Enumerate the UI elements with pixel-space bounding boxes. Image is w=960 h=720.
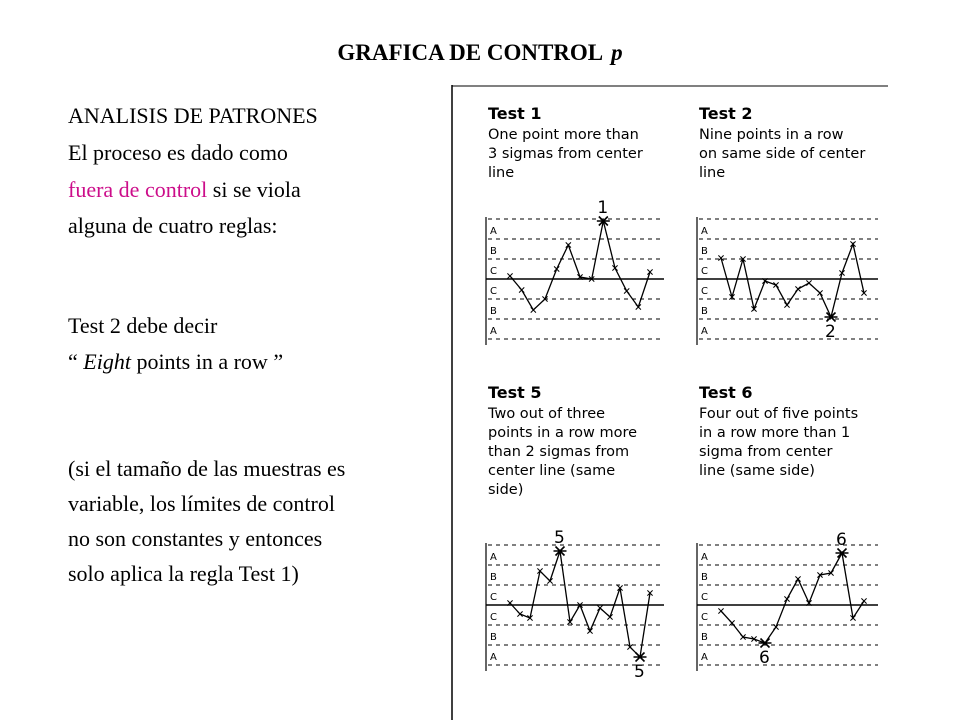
zone-label: A xyxy=(701,652,708,663)
zone-label: C xyxy=(490,612,497,623)
data-point xyxy=(718,608,723,613)
data-point xyxy=(587,628,592,633)
panel-title: Test 2 xyxy=(699,104,753,123)
data-point xyxy=(519,287,524,292)
note-line-4: solo aplica la regla Test 1) xyxy=(68,561,299,586)
title-text: GRAFICA DE CONTROL xyxy=(337,40,604,65)
zone-label: B xyxy=(490,632,497,643)
zone-label: B xyxy=(490,572,497,583)
panel-desc-line: on same side of center xyxy=(699,146,866,162)
panel-desc-line: side) xyxy=(488,482,524,498)
panel-desc-line: One point more than xyxy=(488,127,639,143)
rule-line-1: El proceso es dado como xyxy=(68,140,288,165)
rule-number-label: 1 xyxy=(597,198,609,218)
data-point xyxy=(795,286,800,291)
data-point xyxy=(795,576,800,581)
panel-test2 xyxy=(697,104,878,345)
panel-desc-line: Four out of five points xyxy=(699,406,859,422)
panel-desc-line: than 2 sigmas from xyxy=(488,444,630,460)
panel-desc-line: points in a row more xyxy=(488,425,638,441)
panel-desc-line: Two out of three xyxy=(488,406,606,422)
zone-label: A xyxy=(701,326,708,337)
note-line-2: variable, los límites de control xyxy=(68,491,335,516)
flagged-point xyxy=(825,313,838,322)
data-point xyxy=(624,288,629,293)
zone-label: C xyxy=(701,592,708,603)
panel-desc-line: line xyxy=(699,165,726,181)
note-line-1: (si el tamaño de las muestras es xyxy=(68,456,346,481)
zone-label: A xyxy=(490,652,497,663)
zone-label: A xyxy=(701,226,708,237)
data-point xyxy=(806,280,811,285)
rule-line-3: alguna de cuatro reglas: xyxy=(68,213,278,238)
zone-label: C xyxy=(701,612,708,623)
data-point xyxy=(784,596,789,601)
zone-label: B xyxy=(701,306,708,317)
panel-test5 xyxy=(486,383,664,682)
panel-test1 xyxy=(486,104,664,345)
data-point xyxy=(507,273,512,278)
data-point xyxy=(784,302,789,307)
panel-desc-line: sigma from center xyxy=(699,444,833,460)
data-point xyxy=(861,598,866,603)
zone-label: B xyxy=(490,246,497,257)
series-line xyxy=(510,551,650,657)
series-line xyxy=(721,553,864,643)
data-point xyxy=(817,290,822,295)
rule-number-label: 5 xyxy=(634,662,645,682)
zone-label: B xyxy=(490,306,497,317)
rule-number-label: 5 xyxy=(554,528,565,548)
panel-desc-line: line (same side) xyxy=(699,463,815,479)
quote-eight: Eight xyxy=(83,349,131,374)
rule-number-label: 6 xyxy=(759,648,770,668)
panel-desc-line: line xyxy=(488,165,515,181)
panel-test6 xyxy=(697,383,878,671)
rule-line-2-rest: si se viola xyxy=(207,177,301,202)
zone-label: B xyxy=(701,572,708,583)
zone-label: B xyxy=(701,632,708,643)
zone-label: A xyxy=(701,552,708,563)
panel-desc-line: 3 sigmas from center xyxy=(488,146,643,162)
flagged-point xyxy=(759,639,772,648)
series-line xyxy=(510,221,650,310)
zone-label: C xyxy=(701,286,708,297)
zone-label: B xyxy=(701,246,708,257)
series-line xyxy=(721,244,864,317)
patterns-heading: ANALISIS DE PATRONES xyxy=(68,103,318,128)
zone-label: A xyxy=(490,226,497,237)
panel-desc-line: center line (same xyxy=(488,463,616,479)
panel-desc-line: in a row more than 1 xyxy=(699,425,851,441)
chart-panels xyxy=(486,104,878,682)
data-point xyxy=(531,307,536,312)
zone-label: C xyxy=(490,266,497,277)
rule-number-label: 2 xyxy=(825,322,836,342)
panel-title: Test 1 xyxy=(488,104,542,123)
zone-label: C xyxy=(701,266,708,277)
rule-number-label: 6 xyxy=(836,530,847,550)
title-italic-p: p xyxy=(611,40,623,65)
quote-open: “ xyxy=(68,349,84,374)
panel-title: Test 6 xyxy=(699,383,753,402)
correction-line-1: Test 2 debe decir xyxy=(68,313,218,338)
zone-label: C xyxy=(490,286,497,297)
data-point xyxy=(517,611,522,616)
note-line-3: no son constantes y entonces xyxy=(68,526,323,551)
data-point xyxy=(773,624,778,629)
data-point xyxy=(597,605,602,610)
zone-label: A xyxy=(490,552,497,563)
quote-rest: points in a row ” xyxy=(130,349,284,374)
panel-title: Test 5 xyxy=(488,383,542,402)
out-of-control-highlight: fuera de control xyxy=(68,177,208,202)
zone-label: C xyxy=(490,592,497,603)
panel-desc-line: Nine points in a row xyxy=(699,127,844,143)
zone-label: A xyxy=(490,326,497,337)
